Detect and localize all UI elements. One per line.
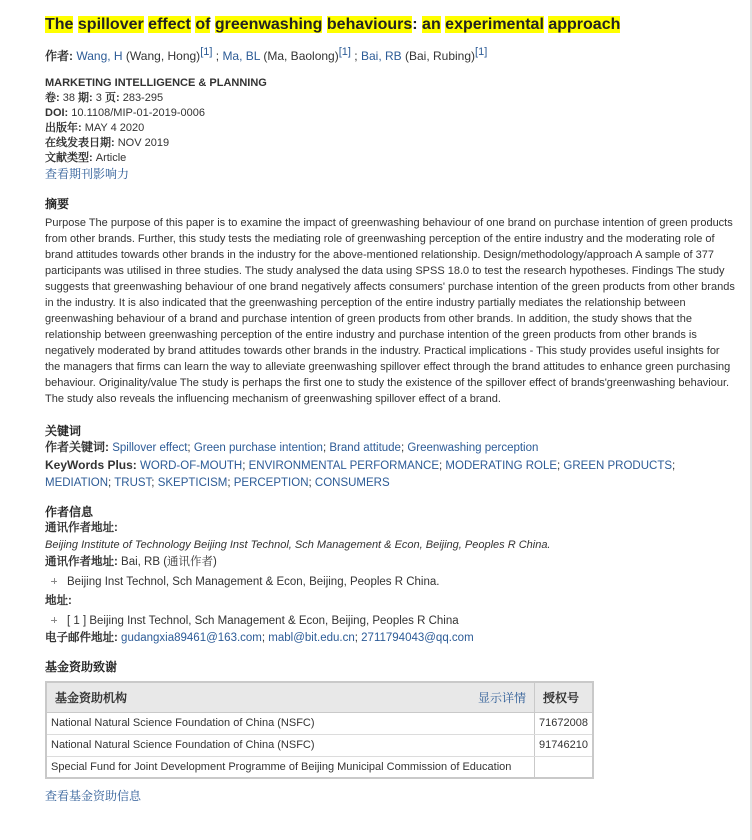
author-info-heading: 作者信息	[45, 505, 94, 519]
keyword-plus-link[interactable]: ENVIRONMENTAL PERFORMANCE	[248, 460, 440, 472]
address-label: 地址:	[45, 595, 72, 607]
address-detail: [ 1 ] Beijing Inst Technol, Sch Management & Econ, Beijing, Peoples R China	[67, 615, 459, 627]
doi-row: DOI: 10.1108/MIP-01-2019-0006	[45, 107, 206, 119]
online-date-value: NOV 2019	[117, 137, 170, 149]
author-full-name: (Wang, Hong)	[122, 49, 201, 63]
author-link[interactable]: Ma, BL	[222, 49, 261, 63]
grant-number-cell: 91746210	[535, 734, 593, 756]
abstract-text: Purpose The purpose of this paper is to examine the impact of greenwashing behaviour of one brand on purchase intention of green products from other brands. Further, this study tests the mediating role of greenwashing perception of the entire industry and the moderating role of brand attitudes towards other brands in the industry for the above-mentioned relationship. Design/methodology/approach A sample of 377 participants was utilised in three studies. The study analysed the data using SPSS 18.0 to test the research hypotheses. Findings The study suggests that greenwashing behaviour of one brand negatively affects consumers' purchase intention of the green products from other brands in the industry. It is also indicated that the greenwashing perception of the entire industry partially mediates the relationship between greenwashing behaviour of a brand and purchase intention of green products from other brands. In addition, the study shows that the relationship between greenwashing perception of the entire industry and purchase intention of the green products from other brands is negatively moderated by brand attitudes towards other brands in the industry. Practical implications - This study provides useful insights for the managers that firms can learn the way to alleviate greenwashing spillover effect through the brand attitudes to enhance green purchasing behaviour. Originality/value The study is perhaps the first one to study the existence of the spillover effect of brands'greenwashing behaviour. The study also reveals the influencing mechanism of greenwashing spillover effect of a brand.	[45, 217, 735, 405]
keyword-plus-link[interactable]: MEDIATION	[45, 477, 109, 489]
author-entry	[76, 46, 213, 63]
pub-date-value: MAY 4 2020	[84, 122, 145, 134]
author-full-name: (Ma, Baolong)	[260, 49, 339, 63]
email-link[interactable]: mabl@bit.edu.cn	[268, 632, 355, 644]
authors-label: 作者:	[45, 49, 73, 63]
author-info-block: 通讯作者地址: Beijing Institute of Technology Beijing Inst Technol, Sch Management & Econ, Beijing, Peoples R China. 通讯作者地址: Bai, RB (通讯作者) Beijing Inst Technol, Sch Management & Econ, Beijing, Peoples R China. 地址: [ 1 ] Beijing Inst Technol, Sch Management & Econ, Beijing, Peoples R China 电子邮件地址: gudangxia89461@163.com; mabl@bit.edu.cn; 2711794043@qq.com	[45, 520, 752, 647]
pub-date-row: 出版年: MAY 4 2020	[45, 122, 145, 134]
email-label: 电子邮件地址:	[45, 632, 118, 644]
journal-impact-link[interactable]: 查看期刊影响力	[45, 167, 130, 181]
keyword-plus-link[interactable]: GREEN PRODUCTS	[563, 460, 673, 472]
keyword-plus-link[interactable]: SKEPTICISM	[157, 477, 228, 489]
email-link[interactable]: 2711794043@qq.com	[361, 632, 474, 644]
funding-agency-cell: Special Fund for Joint Development Programme of Beijing Municipal Commission of Education	[46, 756, 535, 778]
keywords-heading: 关键词	[45, 424, 82, 438]
author-keyword-link[interactable]: Greenwashing perception	[407, 442, 539, 454]
corr-address-label: 通讯作者地址:	[45, 522, 118, 534]
expand-plus-icon[interactable]	[49, 616, 59, 626]
title-segment: effect	[148, 16, 191, 33]
author-keyword-link[interactable]: Brand attitude	[329, 442, 401, 454]
title-segment: greenwashing	[214, 16, 323, 33]
doc-type-value: Article	[95, 152, 127, 164]
journal-name[interactable]: MARKETING INTELLIGENCE & PLANNING	[45, 77, 267, 89]
title-segment: :	[412, 16, 423, 33]
author-link[interactable]: Bai, RB	[360, 49, 402, 63]
author-keyword-link[interactable]: Green purchase intention	[193, 442, 323, 454]
email-link[interactable]: gudangxia89461@163.com	[121, 632, 262, 644]
keyword-plus-link[interactable]: PERCEPTION	[233, 477, 309, 489]
pages-value: 283-295	[122, 92, 164, 104]
funding-agency-cell: National Natural Science Foundation of China (NSFC)	[46, 734, 535, 756]
author-link[interactable]: Wang, H	[76, 49, 123, 63]
funding-heading: 基金资助致谢	[45, 660, 118, 674]
funding-agency-header: 基金资助机构 显示详情	[46, 682, 535, 712]
table-row	[46, 712, 593, 734]
corr-address-label-2: 通讯作者地址:	[45, 556, 118, 568]
online-date-row: 在线发表日期: NOV 2019	[45, 137, 170, 149]
grant-number-header: 授权号	[535, 682, 593, 712]
author-entry	[360, 46, 488, 63]
author-keywords-row: 作者关键词: Spillover effect; Green purchase intention; Brand attitude; Greenwashing perception	[45, 440, 539, 454]
corr-address-detail: Beijing Inst Technol, Sch Management & Econ, Beijing, Peoples R China.	[67, 576, 440, 588]
title-segment: of	[195, 16, 211, 33]
keyword-plus-link[interactable]: MODERATING ROLE	[445, 460, 558, 472]
title-segment: spillover	[77, 16, 144, 33]
view-funding-link[interactable]: 查看基金资助信息	[45, 789, 142, 803]
source-info	[45, 76, 752, 182]
corr-author: Bai, RB (通讯作者)	[121, 556, 217, 568]
volume-value: 38	[62, 92, 75, 104]
funding-agency-cell: National Natural Science Foundation of China (NSFC)	[46, 712, 535, 734]
grant-number-cell: 71672008	[535, 712, 593, 734]
show-details-link[interactable]: 显示详情	[478, 690, 527, 705]
keywords-plus-row: KeyWords Plus: WORD-OF-MOUTH; ENVIRONMENTAL PERFORMANCE; MODERATING ROLE; GREEN PRODUCTS; MEDIATION; TRUST; SKEPTICISM; PERCEPTION; CONSUMERS	[45, 458, 676, 489]
volume-issue-pages: 卷: 38 期: 3 页: 283-295	[45, 92, 164, 104]
title-segment: approach	[548, 16, 621, 33]
article-title	[45, 14, 752, 36]
grant-number-cell	[535, 756, 593, 778]
doi-value: 10.1108/MIP-01-2019-0006	[71, 107, 206, 119]
author-address-ref[interactable]: [1]	[338, 46, 351, 58]
keyword-plus-link[interactable]: CONSUMERS	[314, 477, 390, 489]
issue-value: 3	[95, 92, 102, 104]
table-row	[46, 734, 593, 756]
doc-type-row: 文献类型: Article	[45, 152, 127, 164]
abstract-heading: 摘要	[45, 197, 70, 211]
author-address-ref[interactable]: [1]	[200, 46, 213, 58]
title-segment: The	[45, 16, 74, 33]
table-row	[46, 756, 593, 778]
author-entry	[222, 46, 351, 63]
funding-table	[45, 681, 594, 779]
author-full-name: (Bai, Rubing)	[401, 49, 476, 63]
authors-line: 作者: Wang, H (Wang, Hong)[1] ; Ma, BL (Ma, Baolong)[1] ; Bai, RB (Bai, Rubing)[1]	[45, 46, 488, 63]
title-segment: an	[422, 16, 441, 33]
author-address-ref[interactable]: [1]	[475, 46, 488, 58]
expand-plus-icon[interactable]	[49, 577, 59, 587]
keyword-plus-link[interactable]: WORD-OF-MOUTH	[140, 460, 243, 472]
keyword-plus-link[interactable]: TRUST	[114, 477, 152, 489]
title-segment: behaviours	[326, 16, 413, 33]
author-keyword-link[interactable]: Spillover effect	[112, 442, 188, 454]
title-segment: experimental	[445, 16, 544, 33]
corr-address-org: Beijing Institute of Technology Beijing Inst Technol, Sch Management & Econ, Beijing, Peoples R China.	[45, 539, 551, 551]
